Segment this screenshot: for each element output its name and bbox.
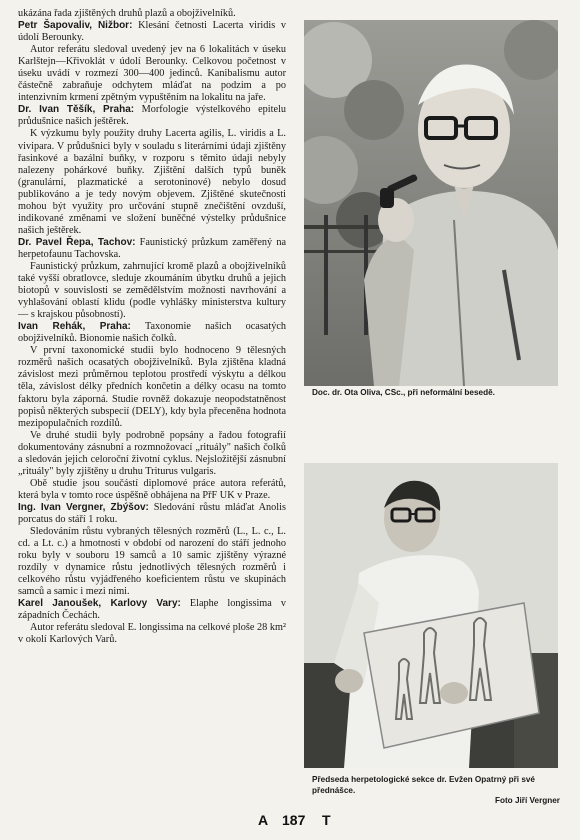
- photo-credit: Foto Jiří Vergner: [494, 796, 560, 805]
- article-paragraph: Sledováním růstu vybraných tělesných rozměrů (L., L. c., L. cd. a Lt. c.) a hmotnosti v období od narození do stáří jednoho roku byly v souboru 19 samců a 10 samic zjištěny výrazné rozdíly v dynamice růstu jednotlivých tělesných rozměrů i celkového růstu vyjádřeného koeficientem růstu ve skupinách samců a samic i mezi nimi.: [18, 526, 286, 598]
- entry-heading: [18, 104, 286, 128]
- entry-title: Klesání četnosti Lacerta viridis v údolí Berounky.: [18, 20, 286, 44]
- entry-title: Taxonomie našich ocasatých obojživelníků. Bionomie našich čolků.: [18, 321, 287, 345]
- entry-heading: [18, 598, 286, 622]
- photo-caption: Doc. dr. Ota Oliva, CSc., při neformální besedě.: [312, 388, 495, 397]
- entry-title: Sledování růstu mláďat Anolis porcatus do stáří 1 roku.: [18, 501, 286, 525]
- footer-right-mark: T: [322, 812, 331, 828]
- entry-heading: [18, 20, 286, 44]
- entry-heading: [18, 502, 286, 526]
- footer-left-mark: A: [258, 812, 269, 828]
- photo-caption: Předseda herpetologické sekce dr. Evžen Opatrný při své přednášce.: [312, 775, 535, 795]
- entry-title: Morfologie výstelkového epitelu průdušnice našich ještěrek.: [18, 104, 286, 128]
- entry-heading: [18, 321, 286, 345]
- author-name: Dr. Pavel Řepa, Tachov:: [18, 236, 136, 248]
- entry-title: Elaphe longissima v západních Čechách.: [18, 598, 286, 622]
- article-paragraph: ukázána řada zjištěných druhů plazů a obojživelníků.: [18, 8, 236, 19]
- portrait-photo-pipe: [304, 20, 558, 386]
- author-name: Karel Janoušek, Karlovy Vary:: [18, 598, 181, 610]
- author-name: Ing. Ivan Vergner, Zbýšov:: [18, 501, 149, 513]
- article-paragraph: Obě studie jsou součástí diplomové práce autora referátů, která byla v tomto roce úspěšně obhájena na PřF UK v Praze.: [18, 477, 286, 501]
- author-name: Dr. Ivan Těšík, Praha:: [18, 104, 135, 116]
- author-name: Ivan Rehák, Praha:: [18, 321, 131, 333]
- article-paragraph: K výzkumu byly použity druhy Lacerta agilis, L. viridis a L. vivipara. V průdušnici byly v souladu s literárními údaji zjištěny řasinkové a bazální buňky, v rozporu s těmito údaji nebyly nalezeny pohárkové buňky. Zjištění dalších typů buněk (granulární, plazmatické a serotoninové) nebylo dosud publikováno a je tedy novým objevem. Zjištěné skutečnosti mohou být využity pro určování stupně znečištění ovzduší, indikované změnami ve složení buněčné výstelky průdušnice našich ještěrek.: [18, 128, 286, 236]
- lecture-photo: [304, 463, 558, 768]
- article-paragraph: Autor referátu sledoval E. longissima na celkové ploše 28 km² v okolí Karlových Varů.: [18, 622, 286, 646]
- article-paragraph: Autor referátu sledoval uvedený jev na 6 lokalitách v úseku Karlštejn—Křivoklát v údolí Berounky. Celkovou početnost v úseku uvádí v rozmezí 300—400 jedinců. Kanibalismu autor částečně zabraňuje odchytem mláďat na podzim a po intenzivním krmení zpětným vypuštěním na lokalitu na jaře.: [18, 44, 286, 104]
- article-column: [18, 8, 286, 646]
- entry-title: Faunistický průzkum zaměřený na herpetofaunu Tachovska.: [18, 236, 286, 260]
- page-number: 187: [282, 812, 306, 828]
- author-name: Petr Šapovaliv, Nižbor:: [18, 20, 133, 32]
- entry-heading: [18, 237, 286, 261]
- article-paragraph: Ve druhé studii byly podrobně popsány a řadou fotografií dokumentovány zásnubní a rozmnožovací „rituály" našich čolků a sledován jejich celoroční životní cyklus. Nejsložitější zásnubní „rituály" byly zjištěny u druhu Triturus vulgaris.: [18, 429, 286, 477]
- article-paragraph: V první taxonomické studii bylo hodnoceno 9 tělesných rozměrů našich ocasatých obojživelníků. Byla zjištěna kladná závislost mezi průměrnou teplotou prostředí výskytu a délkou těla, závislost délky předních končetin a délky ocasu na tomto faktoru byla záporná. Studie rovněž dokazuje neopodstatněnost popisů některých subspecií (DELY), kdy byla přeceněna hodnota mezipopulačních rozdílů.: [18, 345, 286, 429]
- article-paragraph: Faunistický průzkum, zahrnující kromě plazů a obojživelníků také vyšší obratlovce, sleduje zkoumáním úbytku druhů a jejich biotopů v souvislosti se zemědělstvím možnosti navrhování a vyhlašování oblastí klidu (podle vyhlášky ministerstva kultury — s krajskou působností).: [18, 260, 286, 321]
